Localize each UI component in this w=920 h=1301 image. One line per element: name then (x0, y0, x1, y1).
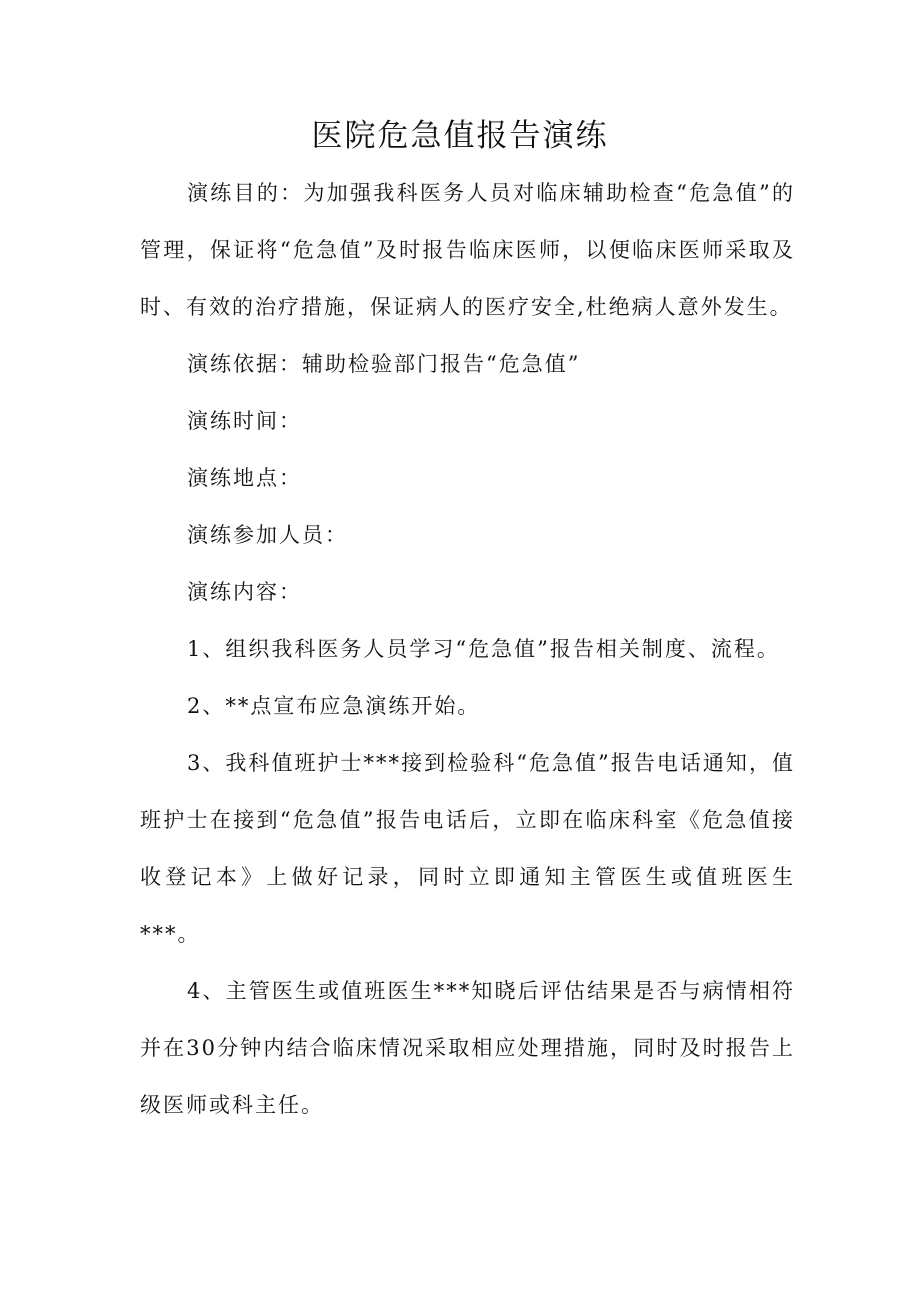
paragraph-purpose: 演练目的：为加强我科医务人员对临床辅助检查“危急值”的管理，保证将“危急值”及时报告临床医师，以便临床医师采取及时、有效的治疗措施，保证病人的医疗安全,杜绝病人意外发生。 (140, 181, 795, 319)
paragraph-basis: 演练依据：辅助检验部门报告“危急值” (187, 352, 581, 376)
paragraph-participants: 演练参加人员： (187, 523, 348, 547)
paragraph-location: 演练地点： (187, 466, 302, 490)
paragraph-item-1: 1、组织我科医务人员学习“危急值”报告相关制度、流程。 (187, 637, 780, 661)
document-title: 医院危急值报告演练 (311, 118, 609, 154)
paragraph-item-4: 4、主管医生或值班医生***知晓后评估结果是否与病情相符并在30分钟内结合临床情况采取相应处理措施，同时及时报告上级医师或科主任。 (140, 979, 795, 1117)
paragraph-content-heading: 演练内容： (187, 580, 302, 604)
paragraph-item-3: 3、我科值班护士***接到检验科“危急值”报告电话通知，值班护士在接到“危急值”报告电话后，立即在临床科室《危急值接收登记本》上做好记录，同时立即通知主管医生或值班医生***。 (140, 751, 795, 946)
paragraph-time: 演练时间： (187, 409, 302, 433)
document-body (140, 165, 795, 1134)
paragraph-item-2: 2、**点宣布应急演练开始。 (187, 694, 481, 718)
